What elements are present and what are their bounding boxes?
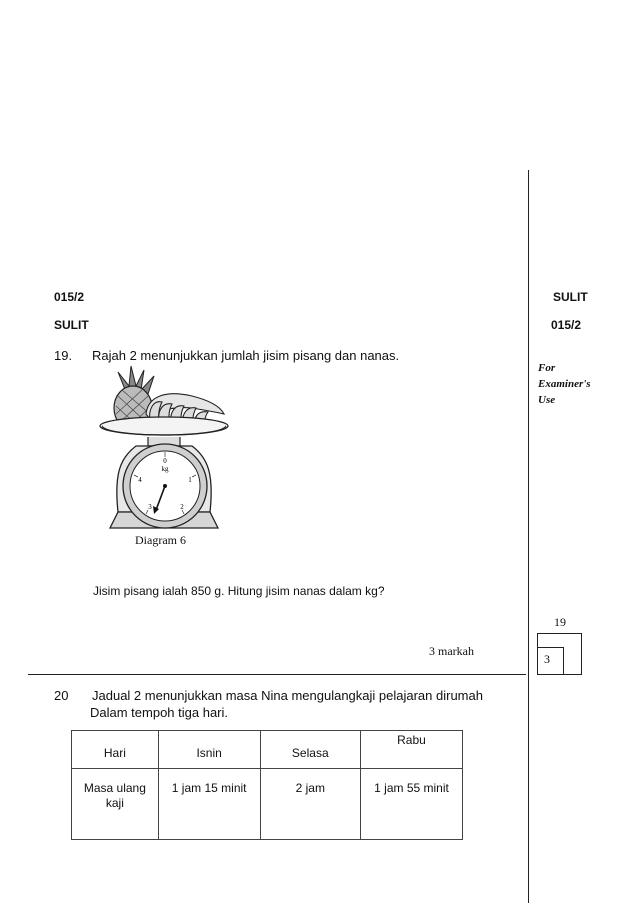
q19-question: Jisim pisang ialah 850 g. Hitung jisim nanas dalam kg?	[93, 584, 385, 598]
diagram-caption: Diagram 6	[135, 533, 186, 547]
dial-unit: kg	[161, 465, 169, 473]
examiner-note-line: For	[538, 362, 556, 374]
header-right-label: SULIT	[553, 290, 588, 304]
table-header-cell: Hari	[72, 731, 159, 769]
q20-line2: Dalam tempoh tiga hari.	[90, 705, 229, 720]
side-marks: 3	[544, 652, 550, 666]
table-header-cell: Selasa	[260, 731, 360, 769]
data-table	[71, 730, 463, 840]
table-header-cell: Isnin	[158, 731, 260, 769]
marks-inner-box	[537, 647, 564, 674]
question-separator	[28, 674, 526, 675]
table-row-label	[72, 769, 159, 840]
header-left-code: 015/2	[54, 290, 85, 304]
table-header-row	[72, 731, 463, 769]
q20-line1: Jadual 2 menunjukkan masa Nina mengulangkaji pelajaran dirumah	[92, 688, 483, 703]
table-row-label-line: kaji	[105, 796, 124, 810]
examiner-margin-line	[528, 170, 529, 903]
dial-label-0: 0	[163, 457, 167, 465]
q19-number: 19.	[54, 348, 73, 363]
table-cell: 1 jam 15 minit	[158, 769, 260, 840]
table-row-label-line: Masa ulang	[83, 781, 146, 795]
table-row	[72, 769, 463, 840]
examiner-note	[538, 360, 591, 408]
table-header-cell: Rabu	[360, 731, 462, 769]
header-right-code: 015/2	[551, 318, 582, 332]
dial-label-3: 3	[148, 503, 152, 511]
header-left-label: SULIT	[54, 318, 89, 332]
dial-label-1: 1	[188, 476, 192, 484]
scale-illustration	[96, 362, 232, 536]
q19-marks: 3 markah	[429, 644, 474, 658]
dial-label-2: 2	[180, 503, 184, 511]
table-cell: 2 jam	[260, 769, 360, 840]
q19-text: Rajah 2 menunjukkan jumlah jisim pisang dan nanas.	[92, 348, 400, 363]
examiner-note-line: Use	[538, 394, 556, 406]
table-cell: 1 jam 55 minit	[360, 769, 462, 840]
examiner-note-line: Examiner's	[538, 378, 591, 390]
side-question-number: 19	[554, 615, 566, 629]
q20-number: 20	[54, 688, 69, 703]
dial-label-4: 4	[138, 476, 142, 484]
